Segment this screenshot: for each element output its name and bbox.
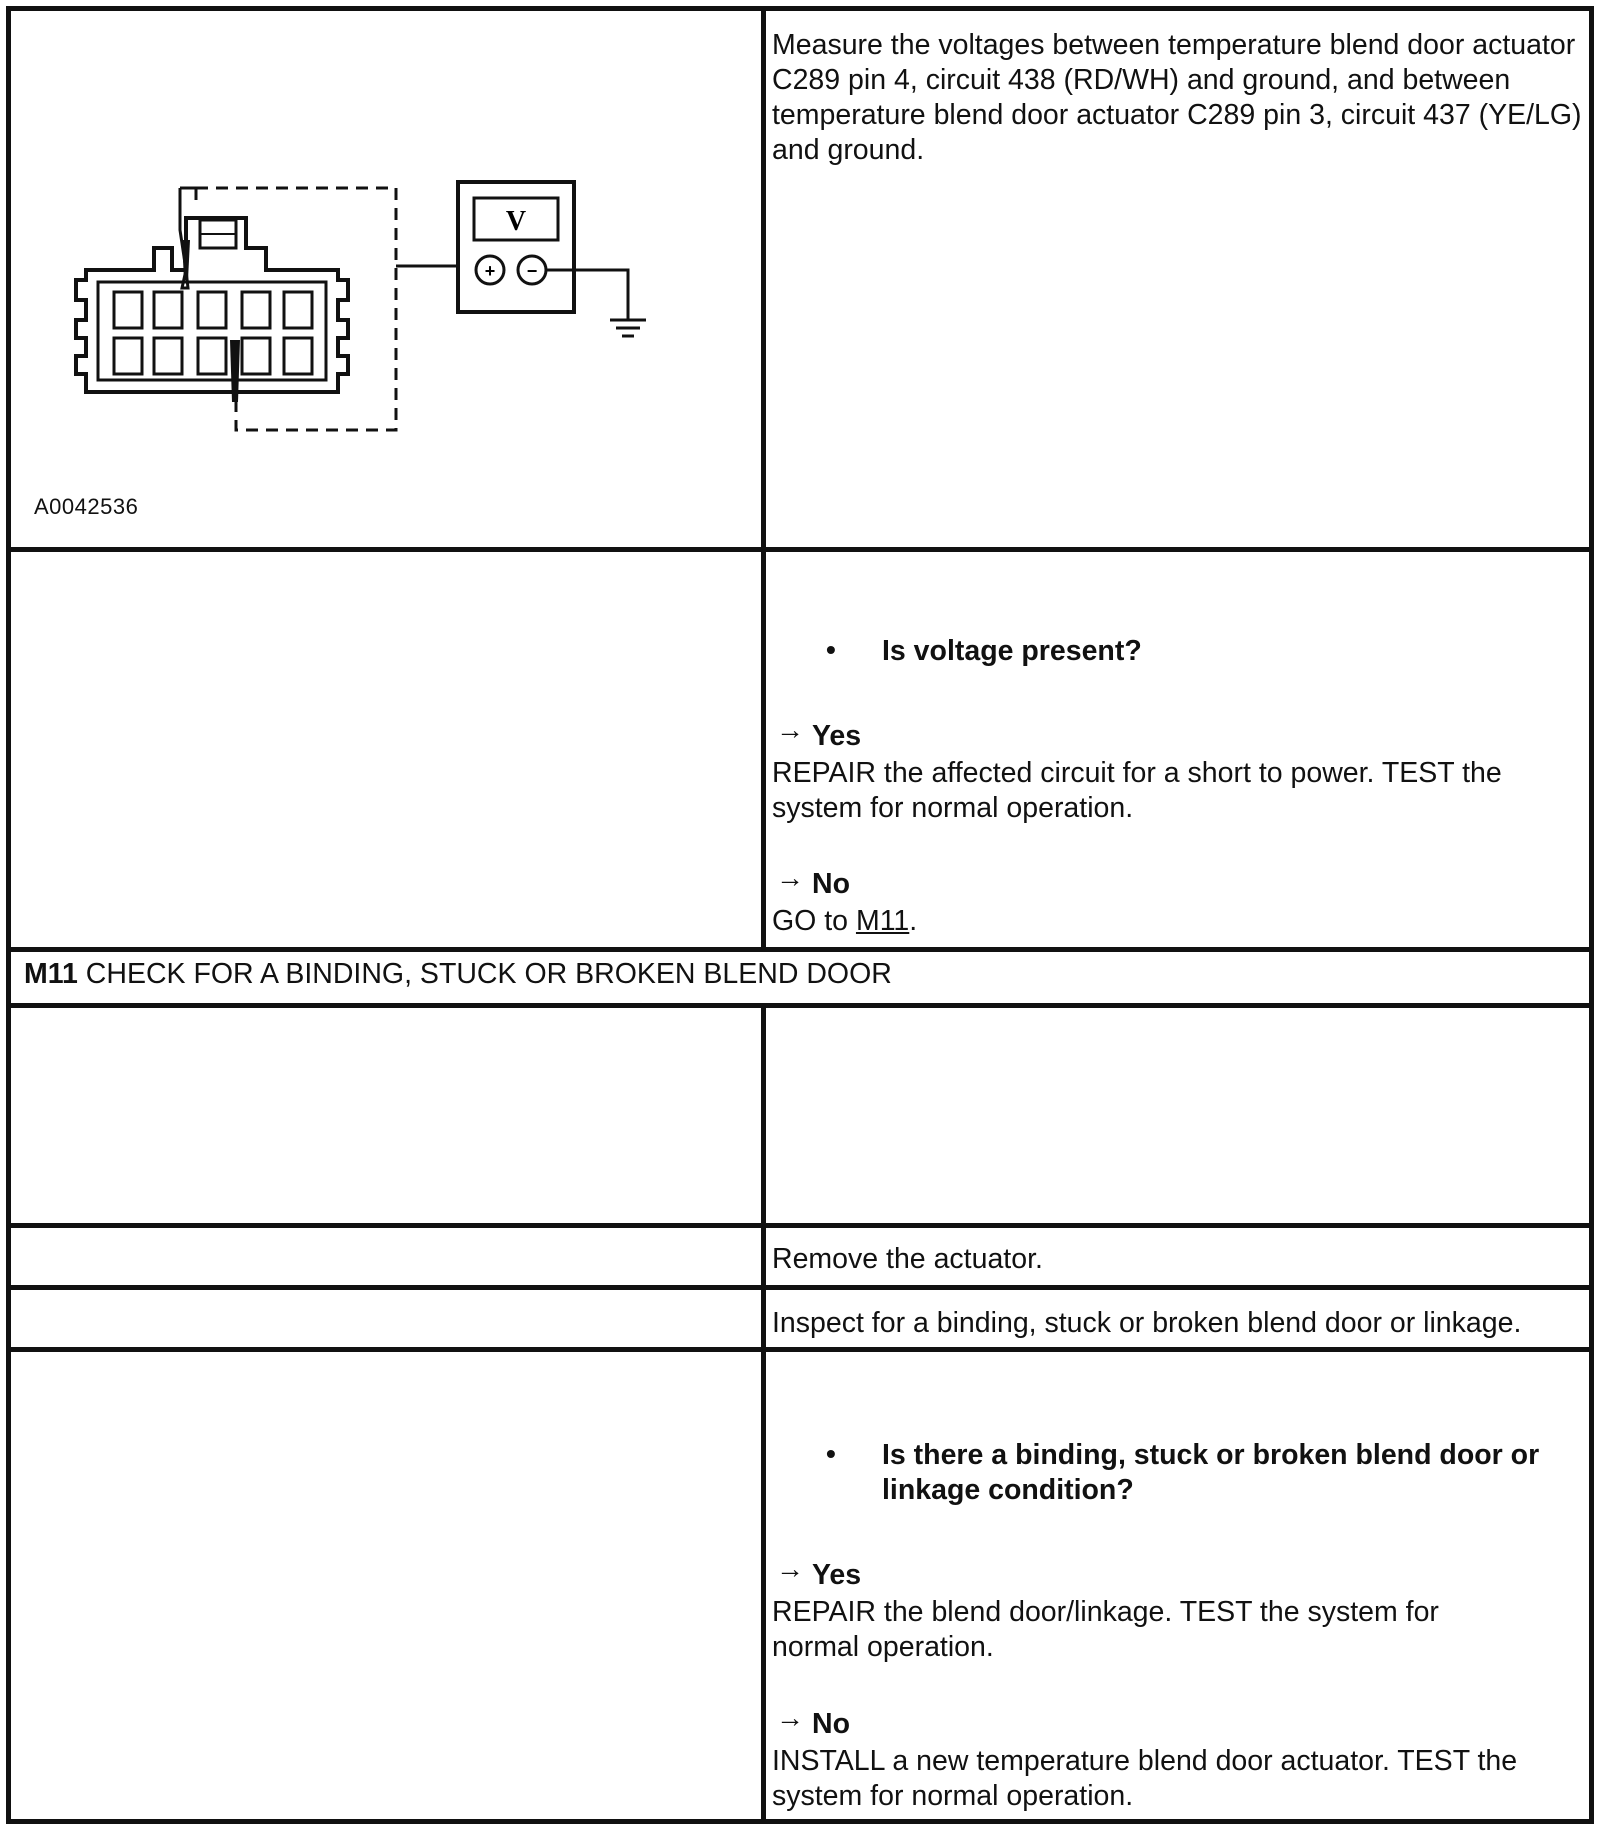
no-branch-label: → No — [776, 862, 850, 900]
bullet: • — [826, 634, 836, 665]
arrow-icon: → — [776, 1553, 804, 1584]
m11-link[interactable]: M11 — [855, 905, 910, 937]
no-branch-text: INSTALL a new temperature blend door actuator. TEST the system for normal operation. — [772, 1745, 1518, 1812]
column-divider — [761, 1008, 766, 1819]
yes-branch-label: → Yes — [776, 714, 862, 752]
step-header — [24, 957, 1584, 992]
row-divider — [11, 947, 1589, 952]
step-action: Inspect for a binding, stuck or broken blend door or linkage. — [772, 1307, 1522, 1339]
voltmeter-symbol: V — [505, 206, 527, 237]
question-text: Is there a binding, stuck or broken blend door or linkage condition? — [882, 1439, 1540, 1506]
yes-branch-text: REPAIR the affected circuit for a short to power. TEST the system for normal operation. — [772, 757, 1502, 824]
connector-voltmeter-diagram — [70, 170, 690, 450]
svg-text:+: + — [484, 261, 496, 281]
yes-branch-label: → Yes — [776, 1553, 862, 1591]
step-title: CHECK FOR A BINDING, STUCK OR BROKEN BLEND DOOR — [85, 958, 892, 990]
step-action: Remove the actuator. — [772, 1243, 1043, 1275]
row-divider — [11, 1347, 1589, 1352]
bullet: • — [826, 1438, 836, 1469]
row-divider — [11, 1003, 1589, 1008]
row-divider — [11, 1285, 1589, 1290]
row-divider — [11, 547, 1589, 552]
row-divider — [11, 1223, 1589, 1228]
yes-branch-text: REPAIR the blend door/linkage. TEST the system for normal operation. — [772, 1596, 1439, 1663]
question-text: Is voltage present? — [882, 635, 1142, 667]
svg-text:−: − — [526, 261, 538, 281]
arrow-icon: → — [776, 714, 804, 745]
step-instruction: Measure the voltages between temperature blend door actuator C289 pin 4, circuit 438 (RD/WH) and ground, and between temperature blend door actuator C289 pin 3, circuit 437 (YE/LG) and ground. — [772, 29, 1582, 166]
arrow-icon: → — [776, 862, 804, 893]
figure-id: A0042536 — [34, 494, 139, 519]
column-divider — [761, 11, 766, 952]
no-branch-text: GO to M11. — [772, 905, 918, 937]
no-branch-label: → No — [776, 1702, 850, 1740]
arrow-icon: → — [776, 1702, 804, 1733]
ground-icon — [610, 320, 646, 336]
step-code: M11 — [24, 958, 78, 990]
